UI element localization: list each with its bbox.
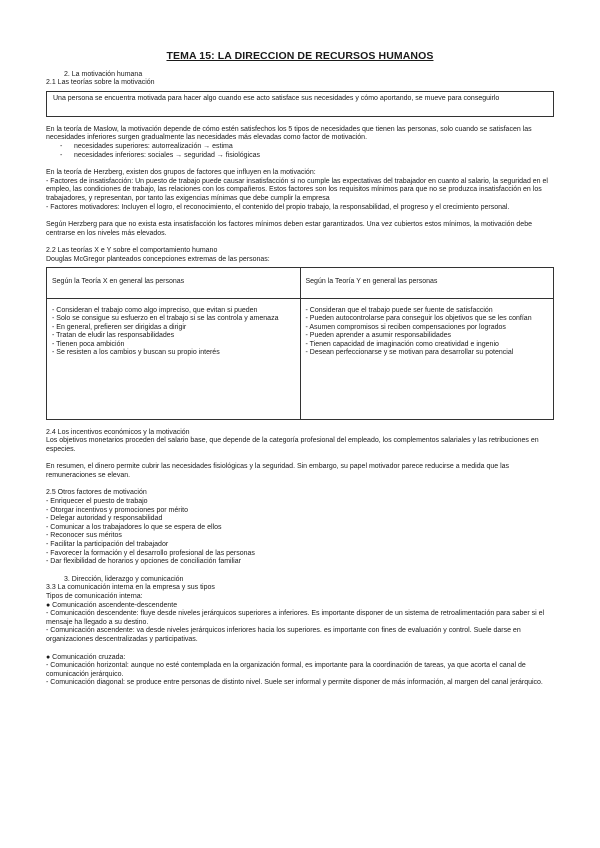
section-2-4-heading: 2.4 Los incentivos económicos y la motivación xyxy=(46,428,190,436)
incentives-summary: En resumen, el dinero permite cubrir las necesidades fisiológicas y la seguridad. Sin embargo, su papel motivador parece reducirse a medida que las remuneraciones se elevan. xyxy=(46,463,510,479)
list-item: - Comunicación ascendente: va desde niveles jerárquicos inferiores hacia los superiores. es importante con fines de evaluación y control. Suele darse en organizaciones descentralizadas y participativas. xyxy=(46,627,521,643)
list-item: - Consideran que el trabajo puede ser fuente de satisfacción xyxy=(305,306,493,314)
herzberg-closing: Según Herzberg para que no exista esta insatisfacción los factores mínimos deben estar garantizados. Una vez cubiertos estos mínimos, la motivación debe centrarse en los niveles más elevados. xyxy=(46,221,532,237)
list-item: - Tienen capacidad de imaginación como creatividad e ingenio xyxy=(305,340,499,348)
list-item: - Comunicar a los trabajadores lo que se espera de ellos xyxy=(46,523,222,531)
list-item: - Tienen poca ambición xyxy=(52,340,125,348)
list-item: - Pueden aprender a asumir responsabilidades xyxy=(305,332,452,340)
section-2-2-intro: Douglas McGregor planteados concepciones extremas de las personas: xyxy=(46,255,270,263)
section-2-2-heading: 2.2 Las teorías X e Y sobre el comportamiento humano xyxy=(46,247,218,255)
section-2-1-heading: 2.1 Las teorías sobre la motivación xyxy=(46,79,155,87)
list-item: - necesidades superiores: autorrealización → estima xyxy=(60,142,233,150)
section-2-5-heading: 2.5 Otros factores de motivación xyxy=(46,489,147,497)
definition-text: Una persona se encuentra motivada para hacer algo cuando ese acto satisface sus necesidades y cómo aportando, se mueve para conseguirlo xyxy=(53,94,500,102)
definition-box xyxy=(46,91,554,117)
list-item: - Comunicación descendente: fluye desde niveles jerárquicos superiores a inferiores. Es importante disponer de un sistema de retroalimentación para saber si el mensaje ha llegado a su destino. xyxy=(46,610,545,626)
list-item: - Desean perfeccionarse y se motivan para desarrollar su potencial xyxy=(305,349,514,357)
theory-y-cell xyxy=(300,298,554,419)
list-item: - Delegar autoridad y responsabilidad xyxy=(46,515,163,523)
section-2-heading: 2. La motivación humana xyxy=(64,70,143,78)
list-item: - Se resisten a los cambios y buscan su propio interés xyxy=(52,349,220,357)
incentives-paragraph: Los objetivos monetarios proceden del salario base, que depende de la categoría profesional del empleado, los complementos salariales y las retribuciones en especies. xyxy=(46,437,539,453)
list-item: - Solo se consigue su esfuerzo en el trabajo si se las controla y amenaza xyxy=(52,315,279,323)
list-item: - En general, prefieren ser dirigidas a dirigir xyxy=(52,323,187,331)
document-page xyxy=(46,52,554,688)
cross-communication-heading: ● Comunicación cruzada: xyxy=(46,653,126,661)
page-title: TEMA 15: LA DIRECCION DE RECURSOS HUMANOS xyxy=(166,50,434,62)
list-item: - Factores de insatisfacción: Un puesto de trabajo puede causar insatisfacción si no cumple las expectativas del trabajador en cuanto al salario, la seguridad en el empleo, las condiciones de trabajo, las relaciones con los compañeros. Estos factores son los requisitos mínimos para que no se produzca insatisfacción en los trabajadores, y representan, por tanto las exigencias mínimas que debe cumplir la empresa xyxy=(46,177,548,202)
maslow-paragraph: En la teoría de Maslow, la motivación depende de cómo estén satisfechos los 5 tipos de necesidades que tienen las personas, solo cuando se satisfacen las necesidades inferiores surgen gradualmente las necesidades más elevadas como factor de motivación. xyxy=(46,125,532,142)
list-item: - Comunicación diagonal: se produce entre personas de distinto nivel. Suele ser informal y permite disponer de más información, al margen del canal jerárquico. xyxy=(46,679,543,687)
list-item: - Otorgar incentivos y promociones por mérito xyxy=(46,506,188,514)
list-item: - Asumen compromisos si reciben compensaciones por logrados xyxy=(305,323,506,331)
list-item: - Comunicación horizontal: aunque no esté contemplada en la organización formal, es importante para la coordinación de tareas, ya que acorta el canal de comunicación jerárquico. xyxy=(46,662,526,678)
list-item: - Tratan de eludir las responsabilidades xyxy=(52,332,175,340)
theory-xy-table xyxy=(46,267,554,420)
table-header-y: Según la Teoría Y en general las personas xyxy=(300,267,554,298)
list-item: - Facilitar la participación del trabajador xyxy=(46,541,169,549)
list-item: - Consideran el trabajo como algo impreciso, que evitan si pueden xyxy=(52,306,258,314)
section-3-3-heading: 3.3 La comunicación interna en la empresa y sus tipos xyxy=(46,584,215,592)
list-item: - Favorecer la formación y el desarrollo profesional de las personas xyxy=(46,549,255,557)
table-header-x: Según la Teoría X en general las personas xyxy=(47,267,301,298)
formal-communication-heading: ● Comunicación ascendente-descendente xyxy=(46,601,178,609)
section-3-heading: 3. Dirección, liderazgo y comunicación xyxy=(64,575,184,583)
herzberg-paragraph: En la teoría de Herzberg, existen dos grupos de factores que influyen en la motivación: xyxy=(46,169,316,177)
list-item: - Reconocer sus méritos xyxy=(46,532,122,540)
list-item: - Pueden autocontrolarse para conseguir los objetivos que se les confían xyxy=(305,315,532,323)
list-item: - Dar flexibilidad de horarios y opciones de conciliación familiar xyxy=(46,558,241,566)
list-item: - Factores motivadores: Incluyen el logro, el reconocimiento, el contenido del propio trabajo, la responsabilidad, el progreso y el crecimiento personal. xyxy=(46,203,510,211)
theory-x-cell xyxy=(47,298,301,419)
section-3-3-intro: Tipos de comunicación interna: xyxy=(46,593,143,600)
list-item: - necesidades inferiores: sociales → seguridad → fisiológicas xyxy=(60,151,260,159)
list-item: - Enriquecer el puesto de trabajo xyxy=(46,498,148,506)
